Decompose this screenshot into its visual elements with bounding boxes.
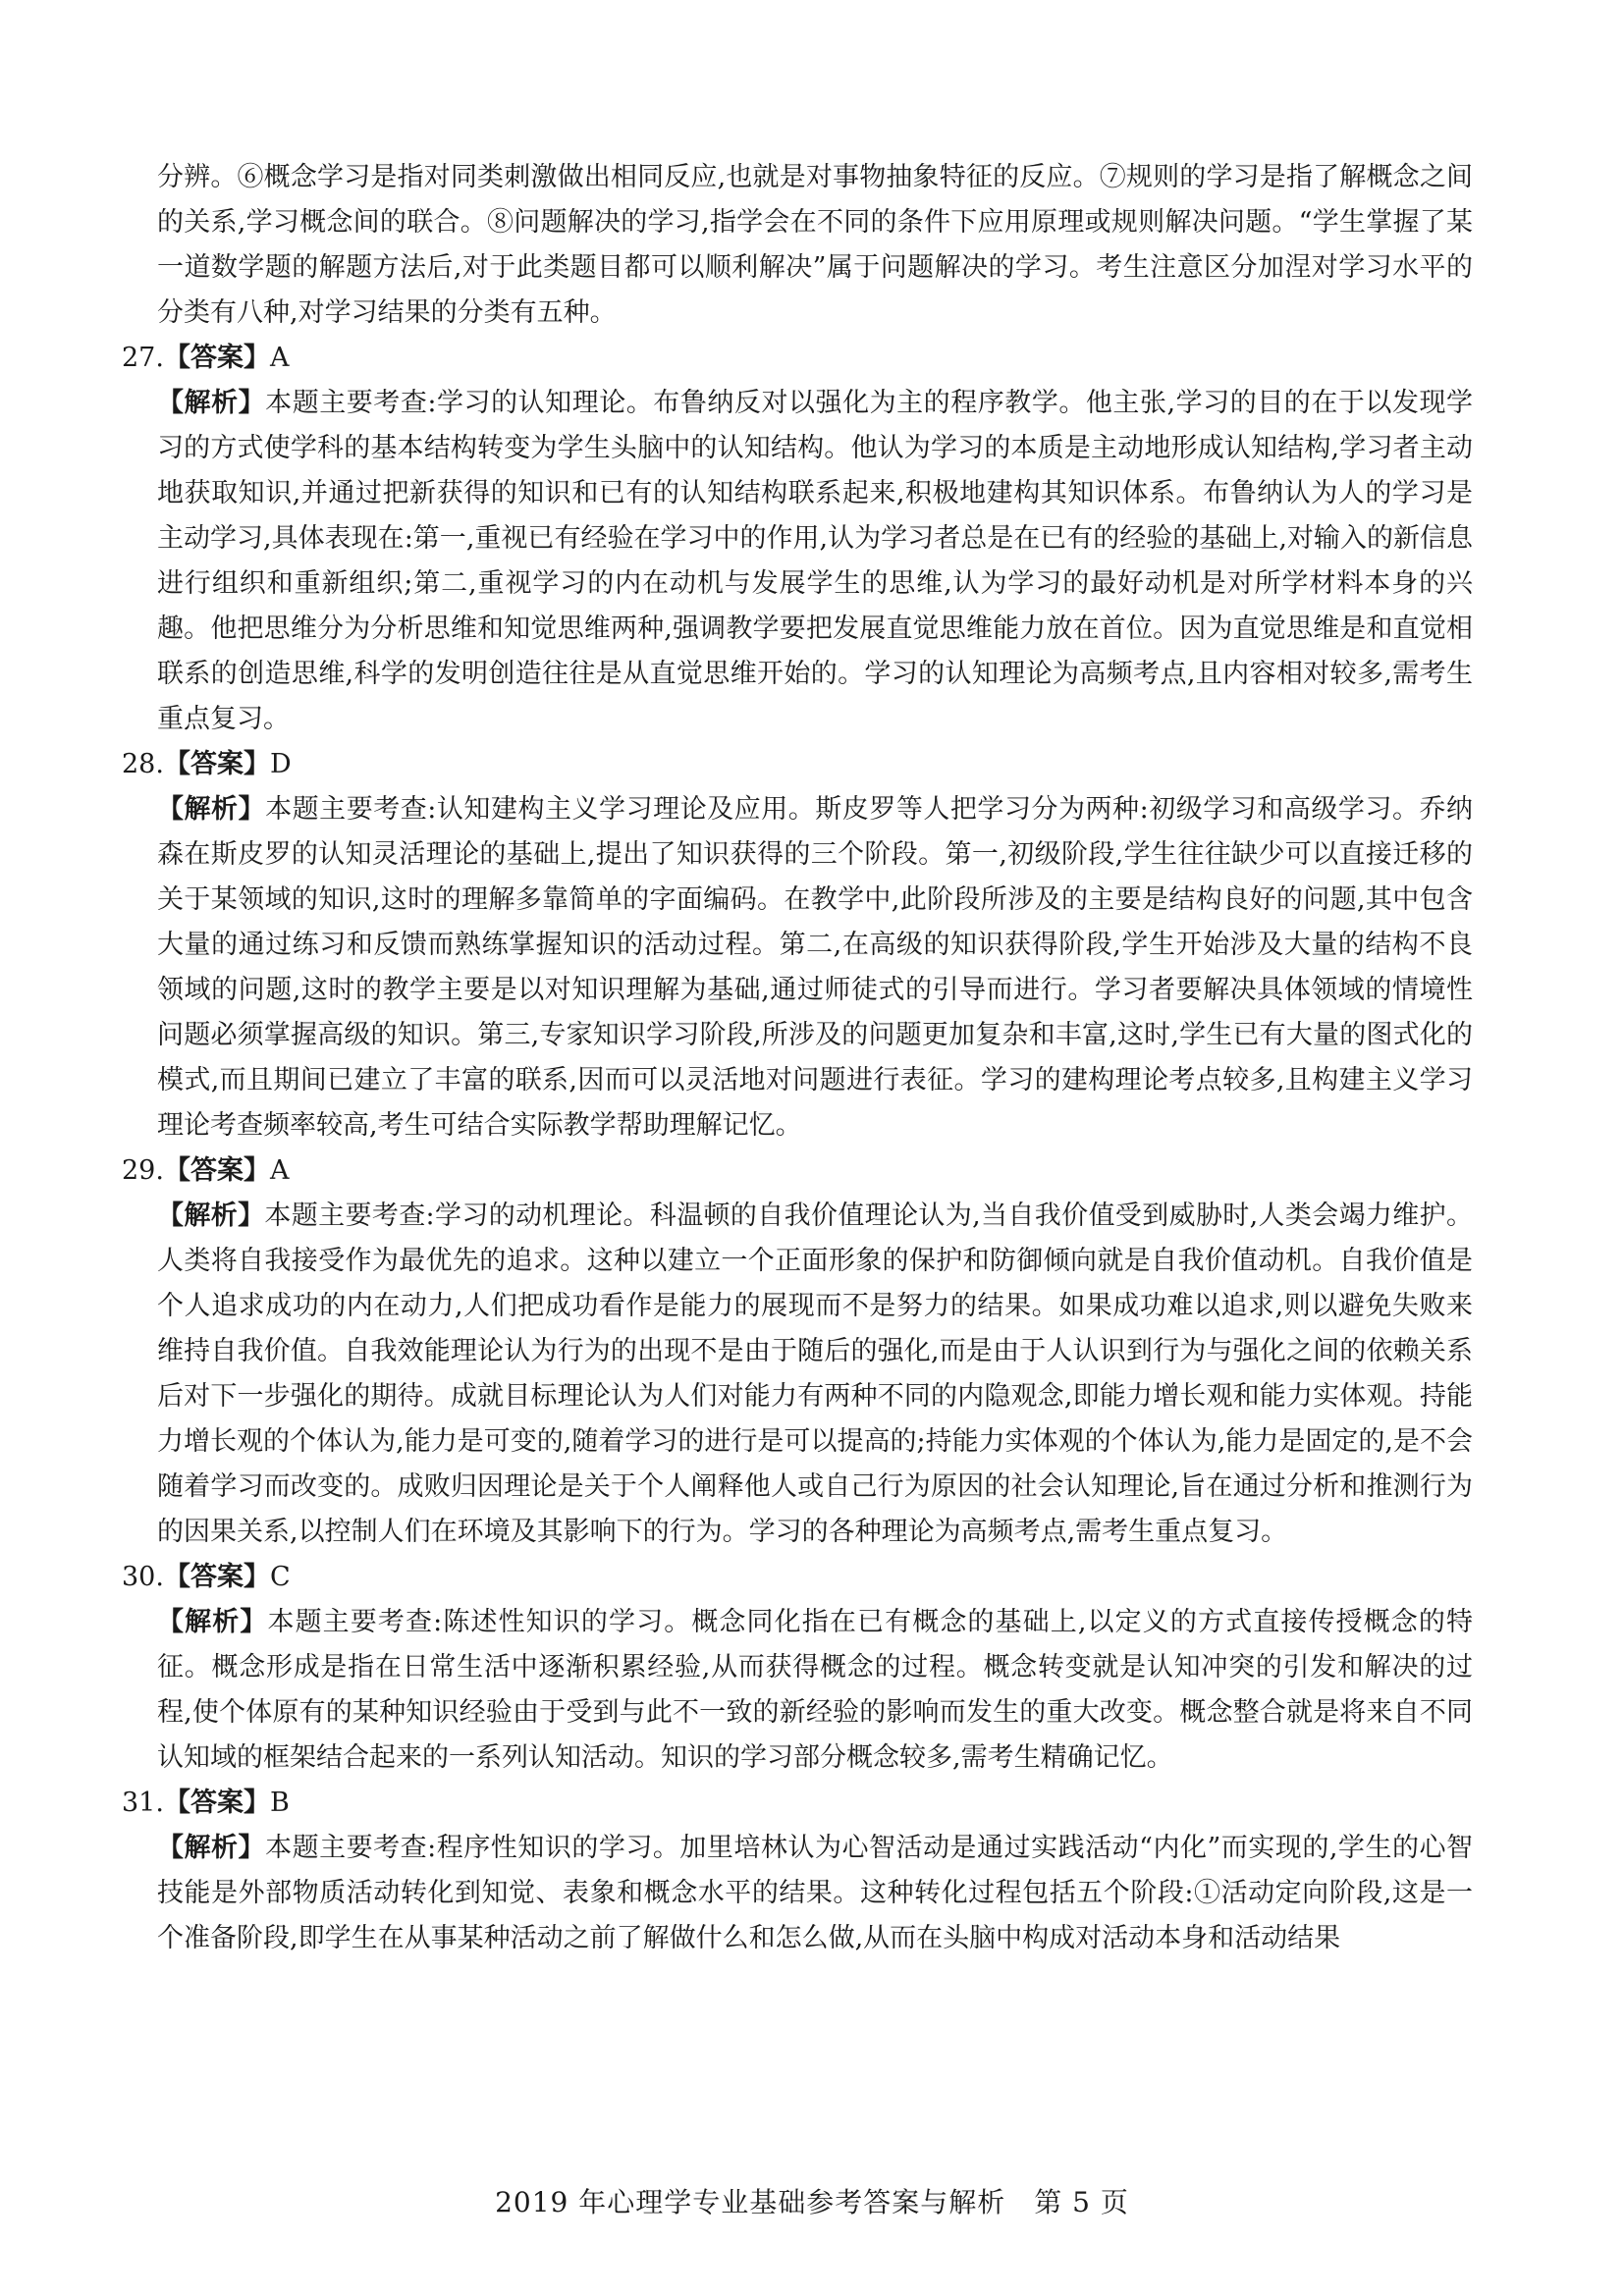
answer-value: A <box>269 343 290 373</box>
answer-line <box>122 336 1473 381</box>
answer-line <box>122 1781 1473 1826</box>
analysis-tag: 【解析】 <box>157 794 266 825</box>
answer-value: B <box>269 1788 290 1818</box>
answer-line <box>122 1555 1473 1600</box>
page-footer: 2019 年心理学专业基础参考答案与解析 第 5 页 <box>495 2186 1129 2218</box>
document-body <box>122 155 1474 1961</box>
answer-tag: 【答案】 <box>163 343 270 373</box>
analysis-paragraph <box>157 1194 1473 1555</box>
analysis-text: 本题主要考查:学习的动机理论。科温顿的自我价值理论认为,当自我价值受到威胁时,人类会竭力维护。人类将自我接受作为最优先的追求。这种以建立一个正面形象的保护和防御倾向就是自我价值动机。自我价值是个人追求成功的内在动力,人们把成功看作是能力的展现而不是努力的结果。如果成功难以追求,则以避免失败来维持自我价值。自我效能理论认为行为的出现不是由于随后的强化,而是由于人认识到行为与强化之间的依赖关系后对下一步强化的期待。成就目标理论认为人们对能力有两种不同的内隐观念,即能力增长观和能力实体观。持能力增长观的个体认为,能力是可变的,随着学习的进行是可以提高的;持能力实体观的个体认为,能力是固定的,是不会随着学习而改变的。成败归因理论是关于个人阐释他人或自己行为原因的社会认知理论,旨在通过分析和推测行为的因果关系,以控制人们在环境及其影响下的行为。学习的各种理论为高频考点,需考生重点复习。 <box>157 1201 1473 1547</box>
item-31 <box>122 1781 1473 1961</box>
analysis-paragraph <box>157 787 1473 1148</box>
answer-line <box>122 742 1473 787</box>
item-28 <box>122 742 1473 1148</box>
answer-value: A <box>269 1155 290 1186</box>
analysis-paragraph <box>157 1600 1473 1781</box>
item-30 <box>122 1555 1474 1781</box>
answer-value: D <box>269 749 292 779</box>
analysis-text: 本题主要考查:认知建构主义学习理论及应用。斯皮罗等人把学习分为两种:初级学习和高级学习。乔纳森在斯皮罗的认知灵活理论的基础上,提出了知识获得的三个阶段。第一,初级阶段,学生往往缺少可以直接迁移的关于某领域的知识,这时的理解多靠简单的字面编码。在教学中,此阶段所涉及的主要是结构良好的问题,其中包含大量的通过练习和反馈而熟练掌握知识的活动过程。第二,在高级的知识获得阶段,学生开始涉及大量的结构不良领域的问题,这时的教学主要是以对知识理解为基础,通过师徒式的引导而进行。学习者要解决具体领域的情境性问题必须掌握高级的知识。第三,专家知识学习阶段,所涉及的问题更加复杂和丰富,这时,学生已有大量的图式化的模式,而且期间已建立了丰富的联系,因而可以灵活地对问题进行表征。学习的建构理论考点较多,且构建主义学习理论考查频率较高,考生可结合实际教学帮助理解记忆。 <box>157 794 1473 1141</box>
answer-tag: 【答案】 <box>163 749 270 779</box>
question-number: 31. <box>122 1788 164 1818</box>
question-number: 30. <box>122 1562 164 1592</box>
analysis-paragraph <box>157 381 1473 742</box>
analysis-paragraph <box>157 1826 1473 1961</box>
analysis-tag: 【解析】 <box>157 1201 265 1231</box>
analysis-text: 本题主要考查:程序性知识的学习。加里培林认为心智活动是通过实践活动“内化”而实现的,学生的心智技能是外部物质活动转化到知觉、表象和概念水平的结果。这种转化过程包括五个阶段:①活动定向阶段,这是一个准备阶段,即学生在从事某种活动之前了解做什么和怎么做,从而在头脑中构成对活动本身和活动结果 <box>157 1833 1473 1953</box>
answer-line <box>122 1148 1473 1194</box>
item-27 <box>122 336 1473 742</box>
answer-value: C <box>269 1562 291 1592</box>
answer-tag: 【答案】 <box>163 1788 270 1818</box>
analysis-text: 本题主要考查:学习的认知理论。布鲁纳反对以强化为主的程序教学。他主张,学习的目的在于以发现学习的方式使学科的基本结构转变为学生头脑中的认知结构。他认为学习的本质是主动地形成认知结构,学习者主动地获取知识,并通过把新获得的知识和已有的认知结构联系起来,积极地建构其知识体系。布鲁纳认为人的学习是主动学习,具体表现在:第一,重视已有经验在学习中的作用,认为学习者总是在已有的经验的基础上,对输入的新信息进行组织和重新组织;第二,重视学习的内在动机与发展学生的思维,认为学习的最好动机是对所学材料本身的兴趣。他把思维分为分析思维和知觉思维两种,强调教学要把发展直觉思维能力放在首位。因为直觉思维是和直觉相联系的创造思维,科学的发明创造往往是从直觉思维开始的。学习的认知理论为高频考点,且内容相对较多,需考生重点复习。 <box>157 388 1473 734</box>
answer-tag: 【答案】 <box>163 1562 270 1592</box>
question-number: 29. <box>122 1155 164 1186</box>
analysis-text: 本题主要考查:陈述性知识的学习。概念同化指在已有概念的基础上,以定义的方式直接传授概念的特征。概念形成是指在日常生活中逐渐积累经验,从而获得概念的过程。概念转变就是认知冲突的引发和解决的过程,使个体原有的某种知识经验由于受到与此不一致的新经验的影响而发生的重大改变。概念整合就是将来自不同认知域的框架结合起来的一系列认知活动。知识的学习部分概念较多,需考生精确记忆。 <box>157 1607 1474 1773</box>
question-number: 27. <box>122 343 164 373</box>
question-number: 28. <box>122 749 164 779</box>
analysis-tag: 【解析】 <box>157 1833 266 1863</box>
answer-tag: 【答案】 <box>163 1155 270 1186</box>
intro-paragraph: 分辨。⑥概念学习是指对同类刺激做出相同反应,也就是对事物抽象特征的反应。⑦规则的学习是指了解概念之间的关系,学习概念间的联合。⑧问题解决的学习,指学会在不同的条件下应用原理或规则解决问题。“学生掌握了某一道数学题的解题方法后,对于此类题目都可以顺利解决”属于问题解决的学习。考生注意区分加涅对学习水平的分类有八种,对学习结果的分类有五种。 <box>157 162 1473 328</box>
analysis-tag: 【解析】 <box>157 388 266 418</box>
item-29 <box>122 1148 1473 1555</box>
analysis-tag: 【解析】 <box>157 1607 268 1637</box>
